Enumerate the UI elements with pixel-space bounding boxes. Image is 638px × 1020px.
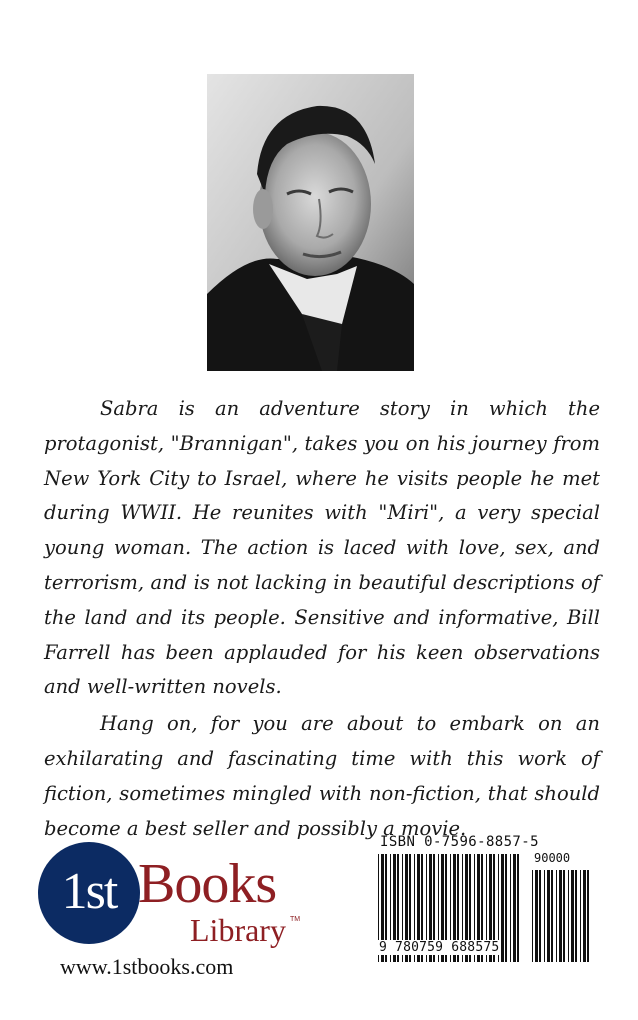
barcode-bar [571, 870, 574, 962]
blurb-paragraph-2: Hang on, for you are about to embark on an exhilarating and fascinating time with this work of fiction, sometimes mingled with non-fiction, that should become a best seller and possibly a movie. [44, 712, 600, 840]
publisher-website: www.1stbooks.com [60, 954, 234, 979]
barcode-bar [517, 854, 519, 962]
back-cover-blurb [44, 392, 600, 846]
barcode-bar [532, 870, 533, 962]
barcode-bar [539, 870, 541, 962]
barcode-bar [535, 870, 538, 962]
barcode-bar [556, 870, 557, 962]
barcode-bar [544, 870, 545, 962]
barcode-bar [568, 870, 569, 962]
barcode-bar [559, 870, 562, 962]
barcode-bar [510, 854, 511, 962]
barcode-bar [547, 870, 550, 962]
barcode-bar [580, 870, 581, 962]
logo-library-text: Library [190, 912, 286, 948]
isbn-label: ISBN 0-7596-8857-5 [380, 834, 539, 850]
logo-circle [38, 842, 140, 944]
publisher-logo [38, 838, 328, 958]
barcode-bar [551, 870, 553, 962]
author-portrait-image [207, 74, 414, 371]
barcode-bar [587, 870, 589, 962]
author-photo [207, 74, 414, 371]
blurb-paragraph-1: Sabra is an adventure story in which the protagonist, "Brannigan", takes you on his journey from New York City to Israel, where he visits people he met during WWII. He reunites with "Miri", a very special young woman. The action is laced with love, sex, and terrorism, and is not lacking in beautiful descriptions of the land and its people. Sensitive and informative, Bill Farrell has been applauded for his keen observations and well-written novels. [44, 397, 600, 699]
logo-circle-text: 1st [61, 863, 117, 920]
trademark-mark: TM [290, 916, 301, 923]
barcode-bar [501, 854, 504, 962]
barcode-bar [513, 854, 516, 962]
barcode-number: 9 780759 688575 [379, 940, 500, 955]
barcode-bar [583, 870, 586, 962]
barcode-bar [575, 870, 577, 962]
barcode-bar [563, 870, 565, 962]
price-code: 90000 [534, 851, 571, 865]
barcode-bar [505, 854, 507, 962]
logo-books-text: Books [138, 853, 277, 915]
